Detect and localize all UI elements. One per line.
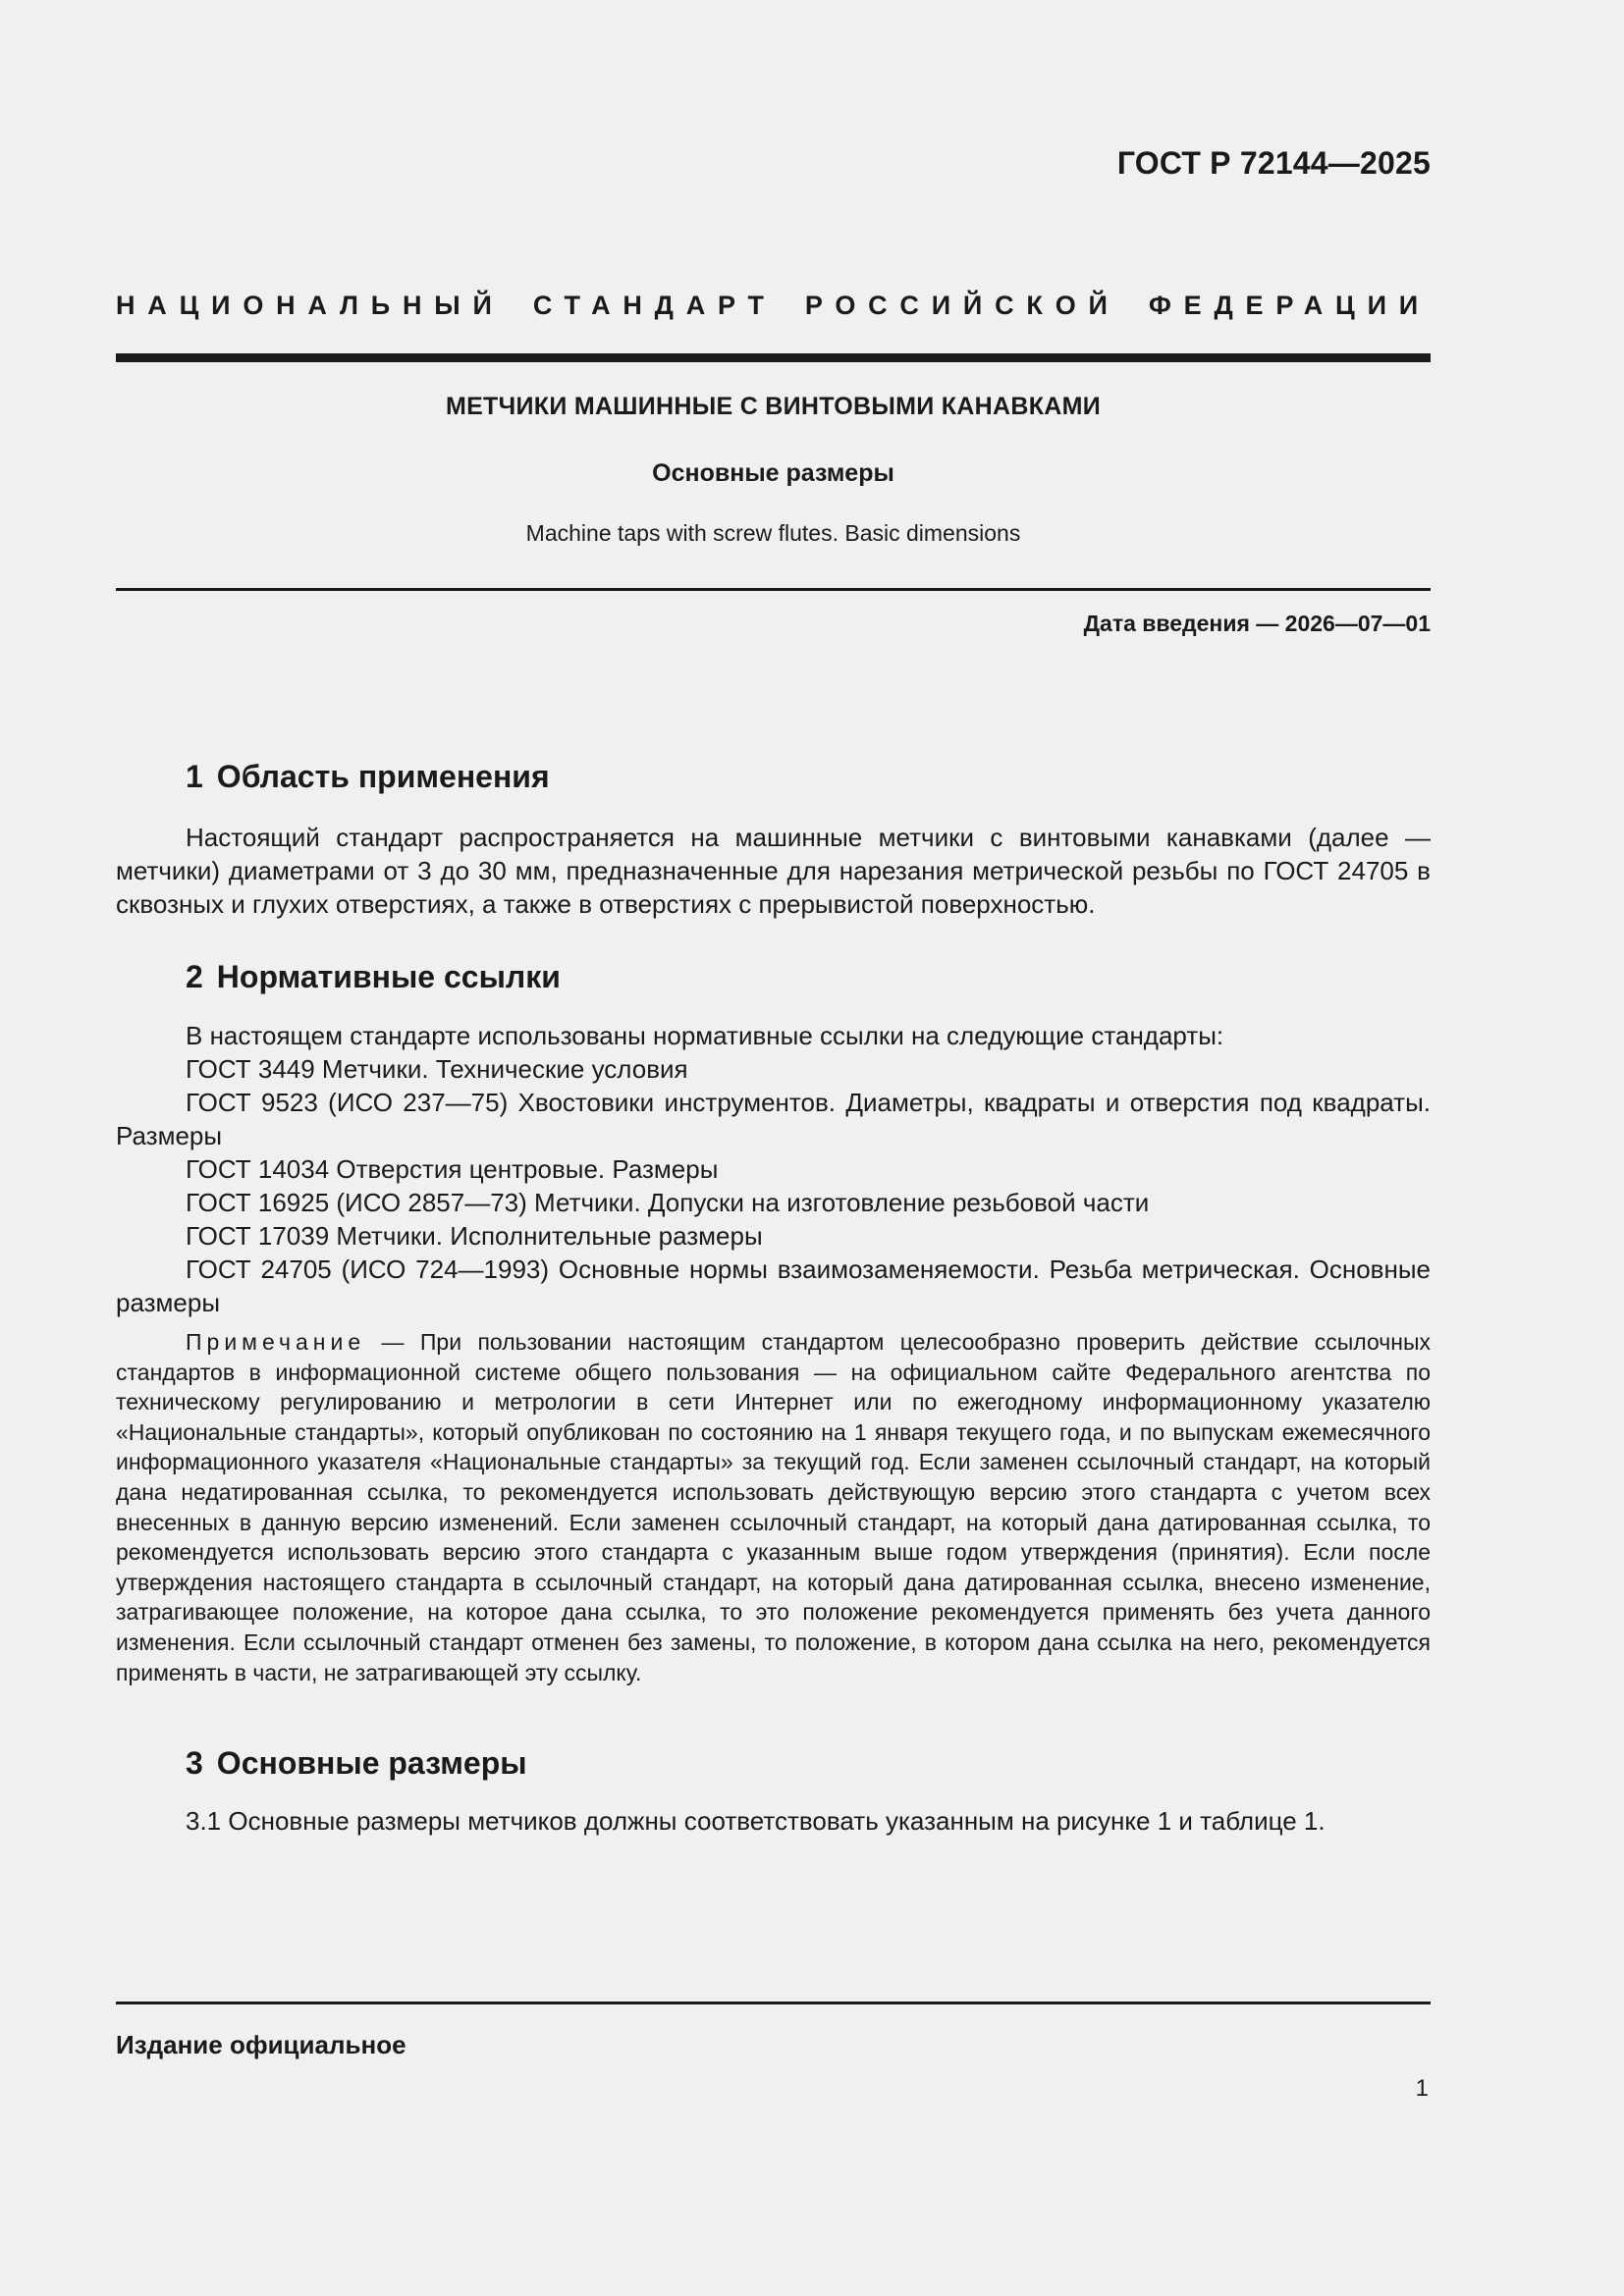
document-title: МЕТЧИКИ МАШИННЫЕ С ВИНТОВЫМИ КАНАВКАМИ <box>445 393 1102 420</box>
section-1-heading <box>186 759 550 795</box>
references-note <box>116 1327 1431 1687</box>
note-text: — При пользовании настоящим стандартом целесообразно проверить действие ссылочных стандартов в информационной системе общего пользования — на официальном сайте Федерального агентства по техническому регулированию и метрологии в сети Интернет или по ежегодному информационному указателю «Национальные стандарты», который опубликован по состоянию на 1 января текущего года, и по выпускам ежемесячного информационного указателя «Национальные стандарты» за текущий год. Если заменен ссылочный стандарт, на который дана недатированная ссылка, то рекомендуется использовать действующую версию этого стандарта с учетом всех внесенных в данную версию изменений. Если заменен ссылочный стандарт, на который дана датированная ссылка, то рекомендуется использовать версию этого стандарта с указанным выше годом утверждения (принятия). Если после утверждения настоящего стандарта в ссылочный стандарт, на который дана датированная ссылка, внесено изменение, затрагивающее положение, на которое дана ссылка, то это положение рекомендуется применять без учета данного изменения. Если ссылочный стандарт отменен без замены, то положение, в котором дана ссылка на него, рекомендуется применять в части, не затрагивающей эту ссылку. <box>116 1329 1431 1685</box>
header-thick-rule <box>116 353 1431 362</box>
section-2-heading <box>186 959 561 995</box>
reference-text: ГОСТ 9523 (ИСО 237—75) Хвостовики инструментов. Диаметры, квадраты и отверстия под квадраты. Размеры <box>116 1088 1431 1150</box>
section-number: 1 <box>186 759 203 794</box>
section-title: Область применения <box>216 759 550 794</box>
title-bottom-rule <box>116 588 1431 591</box>
section-number: 2 <box>186 959 203 994</box>
page-number: 1 <box>1415 2075 1429 2102</box>
reference-item: ГОСТ 14034 Отверстия центровые. Размеры <box>186 1154 719 1184</box>
document-subtitle: Основные размеры <box>652 459 894 487</box>
references-intro: В настоящем стандарте использованы нормативные ссылки на следующие стандарты: <box>186 1021 1224 1050</box>
reference-item <box>116 1253 1431 1319</box>
note-label: Примечание <box>186 1329 366 1355</box>
paragraph-text: Настоящий стандарт распространяется на машинные метчики с винтовыми канавками (далее — метчики) диаметрами от 3 до 30 мм, предназначенные для нарезания метрической резьбы по ГОСТ 24705 в сквозных и глухих отверстиях, а также в отверстиях с прерывистой поверхностью. <box>116 823 1431 919</box>
section-3-heading <box>186 1745 527 1782</box>
reference-item: ГОСТ 17039 Метчики. Исполнительные размеры <box>186 1221 763 1251</box>
section-3-paragraph: 3.1 Основные размеры метчиков должны соответствовать указанным на рисунке 1 и таблице 1. <box>186 1806 1326 1836</box>
official-edition-label: Издание официальное <box>116 2030 406 2059</box>
document-title-english: Machine taps with screw flutes. Basic dimensions <box>525 520 1021 546</box>
reference-item <box>116 1086 1431 1152</box>
footer-rule <box>116 2002 1431 2004</box>
reference-item: ГОСТ 3449 Метчики. Технические условия <box>186 1054 688 1084</box>
introduction-date: Дата введения — 2026—07—01 <box>1083 611 1431 636</box>
national-standard-banner: НАЦИОНАЛЬНЫЙ СТАНДАРТ РОССИЙСКОЙ ФЕДЕРАЦИИ <box>116 291 1431 320</box>
section-number: 3 <box>186 1745 203 1781</box>
reference-item: ГОСТ 16925 (ИСО 2857—73) Метчики. Допуски на изготовление резьбовой части <box>186 1188 1150 1217</box>
document-code: ГОСТ Р 72144—2025 <box>1116 145 1431 181</box>
section-1-paragraph <box>116 821 1431 921</box>
section-title: Нормативные ссылки <box>216 959 561 994</box>
reference-text: ГОСТ 24705 (ИСО 724—1993) Основные нормы взаимозаменяемости. Резьба метрическая. Основные размеры <box>116 1255 1431 1317</box>
section-title: Основные размеры <box>216 1745 527 1781</box>
